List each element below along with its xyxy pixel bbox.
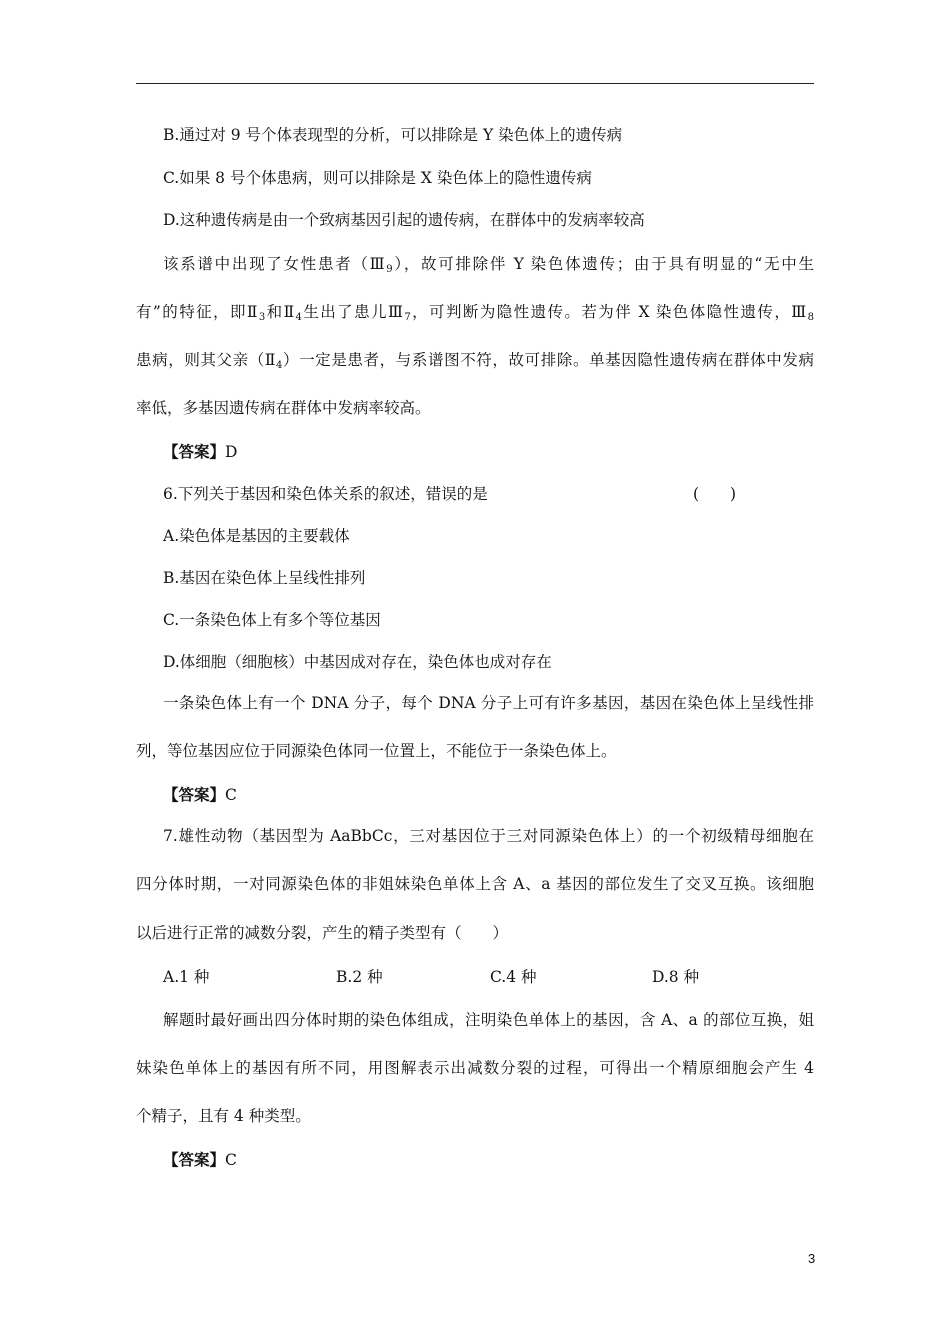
answer-label: 【答案】 [163, 442, 226, 461]
q5-explanation-line-2: 有”的特征，即$Ⅱ_3$和$Ⅱ_4$生出了患儿$Ⅲ_7$，可判断为隐性遗传。若为伴 X 染色体隐性遗传，$Ⅲ_8$ [136, 303, 814, 323]
q5-explanation-line-3: 患病，则其父亲$(Ⅱ_4)$一定是患者，与系谱图不符，故可排除。单基因隐性遗传病在群体中发病 [136, 351, 814, 371]
q7-explanation-line-3: 个精子，且有 4 种类型。 [136, 1107, 311, 1125]
q7-stem-line-3: 以后进行正常的减数分裂，产生的精子类型有（ ） [136, 924, 509, 942]
q7-stem-line-2: 四分体时期，一对同源染色体的非姐妹染色单体上含 A、a 基因的部位发生了交叉互换。该细胞 [136, 875, 814, 893]
q5-answer [163, 442, 237, 462]
q6-explanation-line-2: 列，等位基因应位于同源染色体同一位置上，不能位于一条染色体上。 [136, 742, 617, 760]
answer-label: 【答案】 [163, 785, 226, 804]
answer-value: C [225, 1151, 237, 1169]
q5-option-b: B.通过对 9 号个体表现型的分析，可以排除是 Y 染色体上的遗传病 [163, 126, 623, 144]
q7-option-a: A.1 种 [163, 968, 210, 986]
q5-option-d: D.这种遗传病是由一个致病基因引起的遗传病，在群体中的发病率较高 [163, 211, 645, 229]
q7-explanation-line-2: 妹染色单体上的基因有所不同，用图解表示出减数分裂的过程，可得出一个精原细胞会产生 4 [136, 1059, 814, 1077]
q7-option-b: B.2 种 [336, 968, 383, 986]
answer-value: D [225, 443, 238, 461]
answer-value: C [225, 786, 237, 804]
q6-option-d: D.体细胞（细胞核）中基因成对存在，染色体也成对存在 [163, 653, 552, 671]
q6-answer-blank: ( ) [693, 485, 737, 503]
q6-option-a: A.染色体是基因的主要载体 [163, 527, 350, 545]
q6-stem: 6.下列关于基因和染色体关系的叙述，错误的是 [163, 485, 488, 503]
q5-option-c: C.如果 8 号个体患病，则可以排除是 X 染色体上的隐性遗传病 [163, 169, 592, 187]
q7-explanation-line-1: 解题时最好画出四分体时期的染色体组成，注明染色单体上的基因，含 A、a 的部位互换，姐 [163, 1011, 814, 1029]
q7-option-c: C.4 种 [490, 968, 537, 986]
page-number: 3 [808, 1251, 816, 1266]
q7-stem-line-1: 7.雄性动物（基因型为 AaBbCc，三对基因位于三对同源染色体上）的一个初级精母细胞在 [163, 827, 814, 845]
q5-explanation-line-4: 率低，多基因遗传病在群体中发病率较高。 [136, 399, 431, 417]
q7-answer [163, 1150, 237, 1170]
q5-explanation-line-1: 该系谱中出现了女性患者$(Ⅲ_9)$，故可排除伴 Y 染色体遗传；由于具有明显的“无中生 [163, 255, 815, 275]
q6-explanation-line-1: 一条染色体上有一个 DNA 分子，每个 DNA 分子上可有许多基因，基因在染色体上呈线性排 [163, 694, 814, 712]
q6-answer [163, 785, 237, 805]
answer-label: 【答案】 [163, 1150, 226, 1169]
q7-option-d: D.8 种 [652, 968, 700, 986]
header-rule [136, 83, 814, 84]
q6-option-c: C.一条染色体上有多个等位基因 [163, 611, 381, 629]
q6-option-b: B.基因在染色体上呈线性排列 [163, 569, 366, 587]
